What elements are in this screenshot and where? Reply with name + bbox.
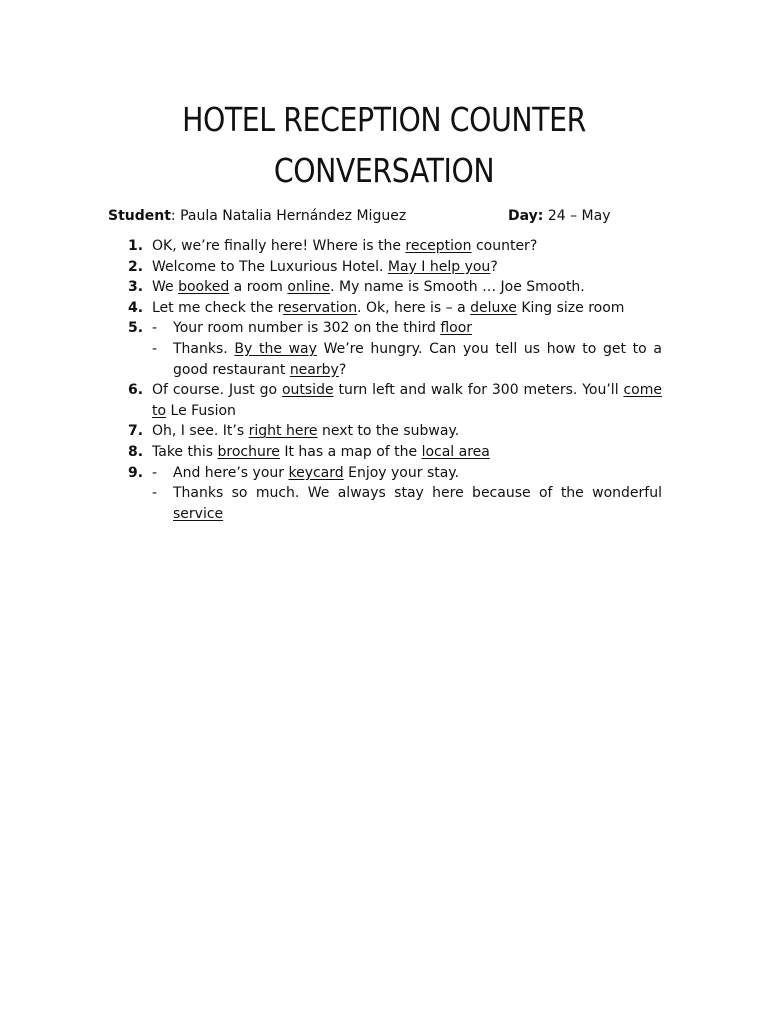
item-text: Oh, I see. It’s: [152, 423, 249, 440]
dialogue-line: [128, 463, 662, 484]
list-item: [128, 277, 662, 298]
item-number: 5.: [128, 320, 144, 337]
item-text: It has a map of the: [279, 443, 422, 460]
list-item: [128, 257, 662, 278]
list-item: [128, 380, 662, 421]
student-info-row: [108, 206, 668, 226]
item-text: Enjoy your stay.: [343, 464, 460, 481]
title-line-1: HOTEL RECEPTION COUNTER: [182, 100, 586, 139]
underlined-phrase: outside: [281, 382, 334, 399]
item-text: Let me check the r: [152, 299, 284, 316]
underlined-phrase: online: [287, 279, 331, 296]
underlined-phrase: service: [173, 505, 224, 522]
dash-marker: -: [152, 464, 158, 481]
day-label: Day:: [508, 208, 544, 224]
item-number: 9.: [128, 464, 144, 481]
underlined-phrase: booked: [178, 279, 230, 296]
list-item: [128, 421, 662, 442]
item-number: 4.: [128, 299, 144, 316]
underlined-phrase: reception: [405, 238, 472, 254]
item-text: Welcome to The Luxurious Hotel.: [152, 258, 388, 275]
item-text: And here’s your: [173, 464, 289, 481]
underlined-phrase: floor: [440, 320, 473, 337]
underlined-phrase: nearby: [289, 361, 339, 378]
list-item: [128, 298, 662, 319]
underlined-phrase: keycard: [288, 464, 344, 481]
item-text: Take this: [152, 443, 218, 460]
underlined-phrase: come to: [152, 382, 662, 419]
item-text: We: [152, 279, 179, 296]
day-value: 24 – May: [543, 208, 611, 224]
item-text: Thanks.: [173, 340, 235, 357]
page-title: [54, 94, 714, 196]
underlined-phrase: eservation: [283, 299, 358, 316]
item-text: Of course. Just go: [152, 382, 282, 399]
item-text: OK, we’re finally here! Where is the: [152, 238, 406, 254]
day-field: [508, 206, 610, 226]
list-item: [128, 318, 662, 380]
list-item: [128, 463, 662, 525]
underlined-phrase: deluxe: [470, 299, 517, 316]
item-text: Your room number is 302 on the third: [173, 320, 441, 337]
item-text: Le Fusion: [166, 402, 236, 419]
item-text: ?: [490, 258, 498, 275]
item-text: . My name is Smooth … Joe Smooth.: [330, 279, 585, 296]
underlined-phrase: brochure: [217, 443, 280, 460]
item-text: next to the subway.: [317, 423, 460, 440]
item-text: Thanks so much. We always stay here because of the wonderful: [173, 485, 662, 502]
item-number: 2.: [128, 258, 144, 275]
title-line-2: CONVERSATION: [273, 151, 495, 190]
underlined-phrase: By the way: [234, 340, 317, 357]
item-text: King size room: [516, 299, 625, 316]
item-text: We’re hungry. Can you tell us how to get to a good restaurant: [173, 340, 662, 378]
item-text: a room: [229, 279, 288, 296]
conversation-list: [128, 236, 662, 524]
item-text: turn left and walk for 300 meters. You’ll: [333, 382, 624, 399]
dash-marker: -: [152, 340, 158, 357]
list-item: [128, 442, 662, 463]
item-text: ?: [338, 361, 347, 378]
item-number: 7.: [128, 423, 144, 440]
item-number: 6.: [128, 382, 144, 399]
dialogue-line: [128, 483, 662, 524]
item-number: 1.: [128, 238, 144, 254]
item-text: . Ok, here is – a: [357, 299, 471, 316]
item-number: 3.: [128, 279, 144, 296]
list-item: [128, 236, 662, 257]
item-number: 8.: [128, 443, 144, 460]
dash-marker: -: [152, 485, 158, 502]
underlined-phrase: right here: [248, 423, 318, 440]
dialogue-line: [128, 339, 662, 380]
dialogue-line: [128, 318, 662, 339]
student-field: [108, 206, 406, 226]
item-text: counter?: [471, 238, 538, 254]
underlined-phrase: May I help you: [387, 258, 491, 275]
student-name: : Paula Natalia Hernández Miguez: [170, 208, 407, 224]
underlined-phrase: local area: [421, 443, 490, 460]
dash-marker: -: [152, 320, 158, 337]
student-label: Student: [108, 208, 171, 224]
